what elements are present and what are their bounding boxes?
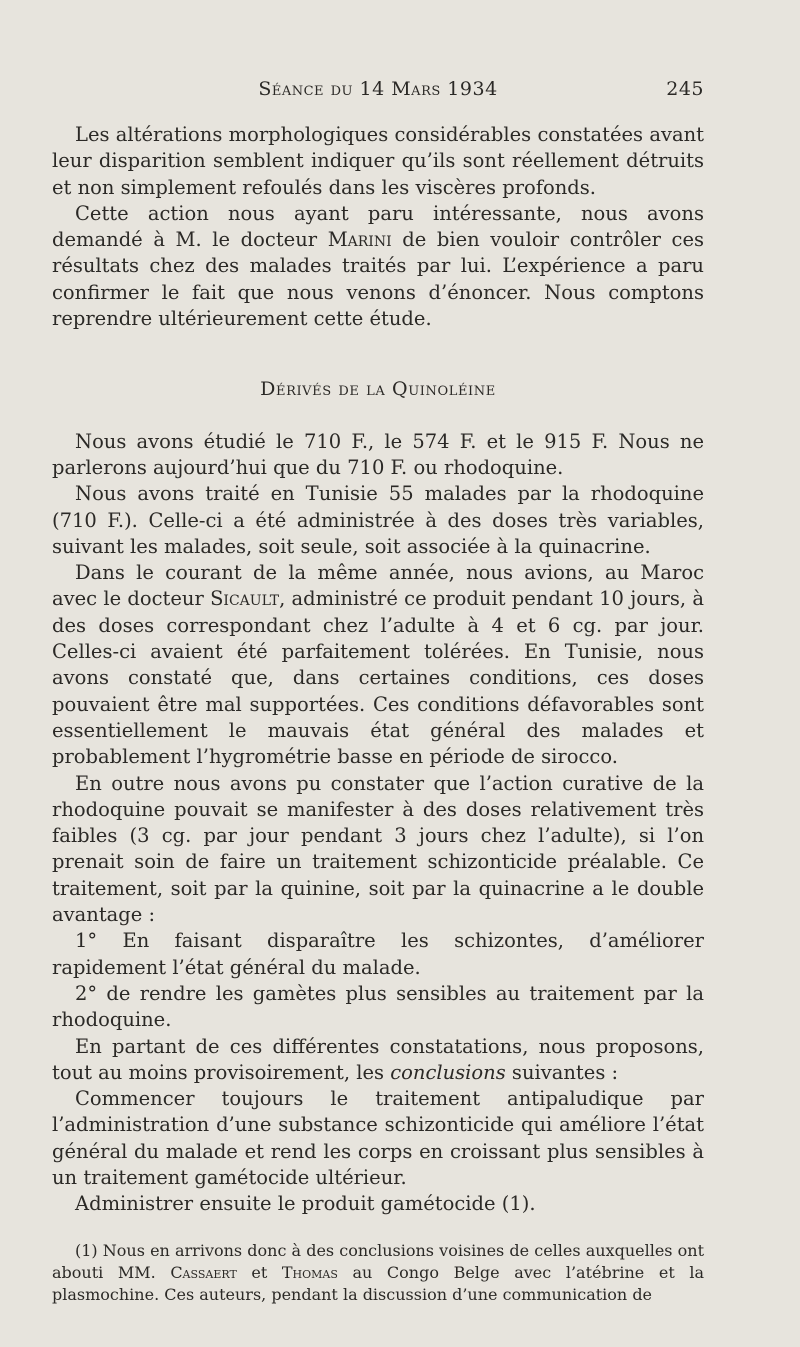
paragraph-section-6 xyxy=(52,981,704,1034)
emphasis-conclusions: conclusions xyxy=(390,1060,506,1084)
paragraph-section-3 xyxy=(52,560,704,770)
paragraph-section-2 xyxy=(52,481,704,560)
paragraph-text: Nous avons traité en Tunisie 55 malades par la rhodoquine (710 F.). Celle-ci a été administrée à des doses très variables, suivant les malades, soit seule, soit associée à la quinacrine. xyxy=(52,482,704,558)
paragraph-text: En partant de ces différentes constatations, nous proposons, tout au moins provisoirement, les xyxy=(52,1034,704,1084)
footnote-text: et xyxy=(236,1262,282,1282)
paragraph-text: Cette action nous ayant paru intéressante, nous avons demandé à M. le docteur xyxy=(52,201,704,252)
paragraph-text: Dans le courant de la même année, nous avions, au Maroc avec le docteur xyxy=(52,561,704,611)
paragraph-text: En outre nous avons pu constater que l’action curative de la rhodoquine pouvait se manifester à des doses relativement très faibles (3 cg. par jour pendant 3 jours chez l’adulte), si l’on prenait soin de faire un traitement schizonticide préalable. Ce traitement, soit par la quinine, soit par la quinacrine a le double avantage : xyxy=(52,771,704,927)
paragraph-text: de bien vouloir contrôler ces résultats chez des malades traités par lui. L’expérience a paru confirmer le fait que nous venons d’énoncer. Nous comptons reprendre ultérieurement cette étude. xyxy=(52,228,704,331)
author-name-thomas: Thomas xyxy=(281,1262,338,1282)
author-name-cassaert: Cassaert xyxy=(170,1262,237,1282)
author-name-marini: Marini xyxy=(327,228,392,252)
paragraph-text: suivantes : xyxy=(505,1060,619,1084)
paragraph-text: 1° En faisant disparaître les schizontes, d’améliorer rapidement l’état général du malade. xyxy=(52,929,704,979)
paragraph-text: 2° de rendre les gamètes plus sensibles au traitement par la rhodoquine. xyxy=(52,981,704,1032)
paragraph-text: Nous avons étudié le 710 F., le 574 F. et le 915 F. Nous ne parlerons aujourd’hui que du 710 F. ou rhodoquine. xyxy=(52,429,704,479)
running-title: Séance du 14 Mars 1934 xyxy=(258,78,498,100)
section-heading: Dérivés de la Quinoléine xyxy=(260,378,496,401)
paragraph-section-8 xyxy=(52,1086,704,1191)
paragraph-text: Commencer toujours le traitement antipaludique par l’administration d’une substance schizonticide qui améliore l’état général du malade et rend les corps en croissant plus sensibles à un traitement gamétocide ultérieur. xyxy=(52,1087,704,1189)
paragraph-text: Les altérations morphologiques considérables constatées avant leur disparition semblent indiquer qu’ils sont réellement détruits et non simplement refoulés dans les viscères profonds. xyxy=(52,123,704,199)
paragraph-intro-2 xyxy=(52,201,704,332)
paragraph-text: Administrer ensuite le produit gamétocide (1). xyxy=(75,1192,536,1216)
author-name-sicault: Sicault xyxy=(210,587,280,611)
footnote-spacer xyxy=(52,1218,704,1240)
paragraph-section-4 xyxy=(52,771,704,929)
body-text xyxy=(52,122,704,1306)
paragraph-section-9 xyxy=(52,1191,704,1217)
paragraph-text: , administré ce produit pendant 10 jours, à des doses correspondant chez l’adulte à 4 et 6 cg. par jour. Celles-ci avaient été parfaitement tolérées. En Tunisie, nous avons constaté que, dans certaines conditions, ces doses pouvaient être mal supportées. Ces conditions défavorables sont essentiellement le mauvais état général des malades et probablement l’hygrométrie basse en période de sirocco. xyxy=(52,587,704,769)
paragraph-section-5 xyxy=(52,928,704,981)
page-number: 245 xyxy=(666,78,704,100)
paragraph-section-7 xyxy=(52,1034,704,1087)
footnote-text: (1) Nous en arrivons donc à des conclusions voisines de celles auxquelles ont abouti MM. xyxy=(52,1240,704,1282)
paragraph-section-1 xyxy=(52,429,704,482)
footnote xyxy=(52,1240,704,1306)
paragraph-intro-1 xyxy=(52,122,704,201)
footnote-text: au Congo Belge avec l’atébrine et la plasmochine. Ces auteurs, pendant la discussion d’une communication de xyxy=(52,1262,704,1304)
running-head xyxy=(52,78,704,108)
